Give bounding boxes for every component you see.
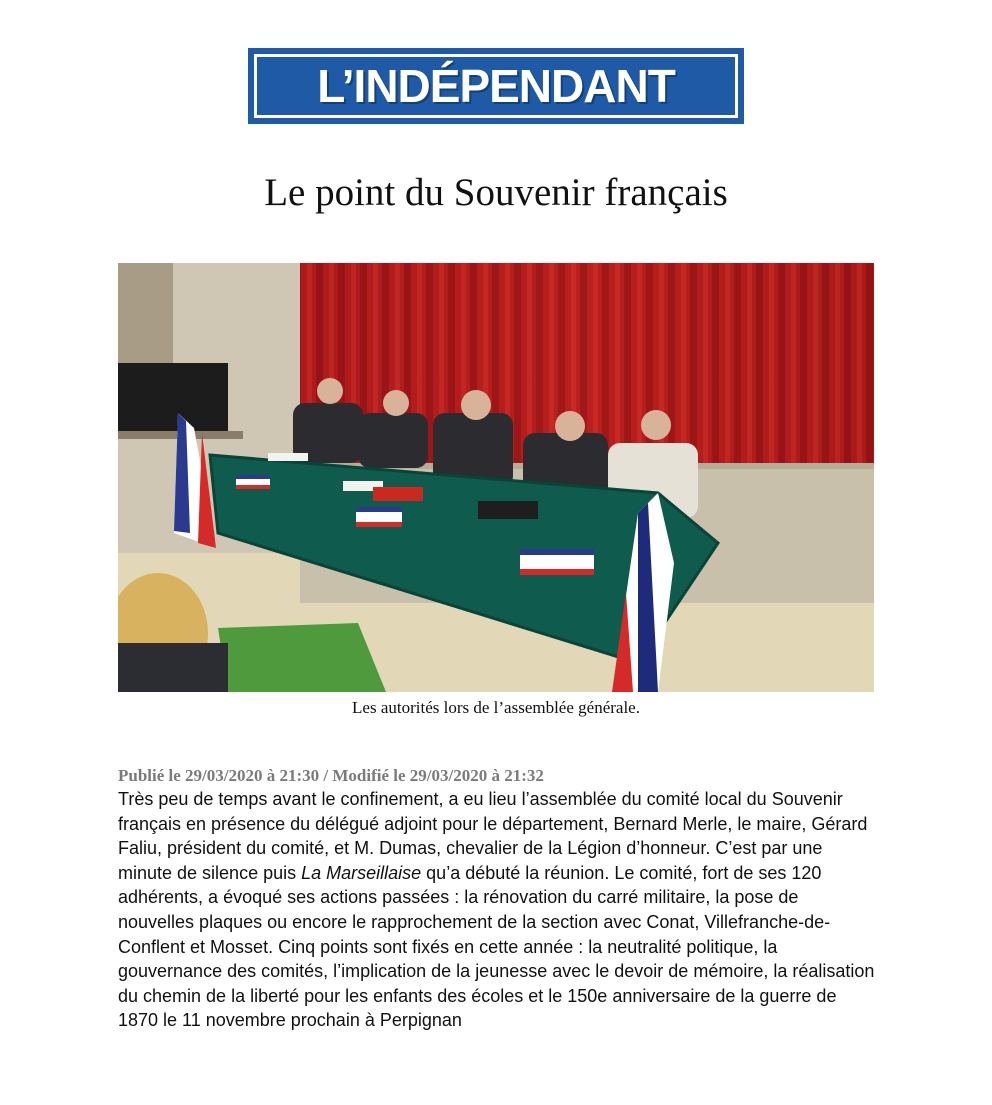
meeting-photo-illustration <box>118 263 874 692</box>
photo-caption: Les autorités lors de l’assemblée générale. <box>352 698 640 717</box>
newspaper-logo <box>248 48 744 124</box>
article-body-part2: qu’a débuté la réunion. Le comité, fort de ses 120 adhérents, a évoqué ses actions passées : la rénovation du carré militaire, la pose de nouvelles plaques ou encore le rapprochement de la section avec Conat, Villefranche-de-Conflent et Mosset. Cinq points sont fixés en cette année : la neutralité politique, la gouvernance des comités, l’implication de la jeunesse avec le devoir de mémoire, la réalisation du chemin de la liberté pour les enfants des écoles et le 150e anniversaire de la guerre de 1870 le 11 novembre prochain à Perpignan <box>118 862 875 1031</box>
article-body-italic: La Marseillaise <box>301 862 422 883</box>
article-body-part1: Très peu de temps avant le confinement, a eu lieu l’assemblée du comité local du Souvenir français en présence du délégué adjoint pour le département, Bernard Merle, le maire, Gérard Faliu, président du comité, et M. Dumas, chevalier de la Légion d’honneur. C’est par une minute de silence puis <box>118 789 868 883</box>
article-photo <box>118 263 874 692</box>
logo-frame <box>254 54 738 118</box>
logo-text: L’INDÉPENDANT <box>317 60 675 112</box>
publication-date: Publié le 29/03/2020 à 21:30 / Modifié le 29/03/2020 à 21:32 <box>118 766 544 785</box>
article-body <box>118 787 878 1033</box>
article-title: Le point du Souvenir français <box>264 171 728 214</box>
